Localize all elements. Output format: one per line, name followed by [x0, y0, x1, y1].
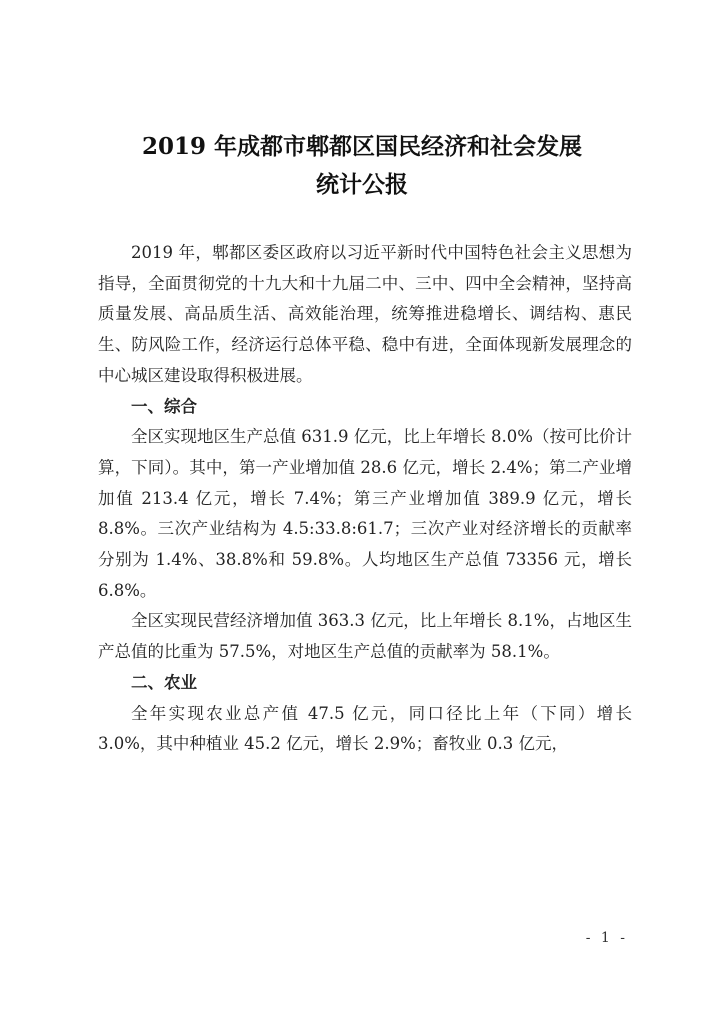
- section-heading-agriculture: 二、农业: [131, 672, 197, 692]
- title-line-1: 2019 年成都市郫都区国民经济和社会发展: [141, 133, 583, 160]
- gdp-paragraph: 全区实现地区生产总值 631.9 亿元，比上年增长 8.0%（按可比价计算，下同）。其中，第一产业增加值 28.6 亿元，增长 2.4%；第二产业增加值 213.4 亿元，增长 7.4%；第三产业增加值 389.9 亿元，增长 8.8%。三次产业结构为 4.5:33.8:61.7；三次产业对经济增长的贡献率分别为 1.4%、38.8%和 59.8%。人均地区生产总值 73356 元，增长 6.8%。: [98, 427, 632, 600]
- agriculture-paragraph: 全年实现农业总产值 47.5 亿元，同口径比上年（下同）增长 3.0%，其中种植业 45.2 亿元，增长 2.9%；畜牧业 0.3 亿元，: [98, 703, 632, 754]
- document-body: [98, 238, 632, 760]
- page-title: [96, 128, 628, 204]
- page-number: - 1 -: [585, 930, 628, 946]
- section-heading-general: 一、综合: [131, 396, 197, 416]
- intro-paragraph: 2019 年，郫都区委区政府以习近平新时代中国特色社会主义思想为指导，全面贯彻党的十九大和十九届二中、三中、四中全会精神，坚持高质量发展、高品质生活、高效能治理，统筹推进稳增长、调结构、惠民生、防风险工作，经济运行总体平稳、稳中有进，全面体现新发展理念的中心城区建设取得积极进展。: [98, 243, 632, 385]
- title-line-2: 统计公报: [316, 171, 408, 198]
- private-economy-paragraph: 全区实现民营经济增加值 363.3 亿元，比上年增长 8.1%，占地区生产总值的比重为 57.5%，对地区生产总值的贡献率为 58.1%。: [98, 611, 632, 662]
